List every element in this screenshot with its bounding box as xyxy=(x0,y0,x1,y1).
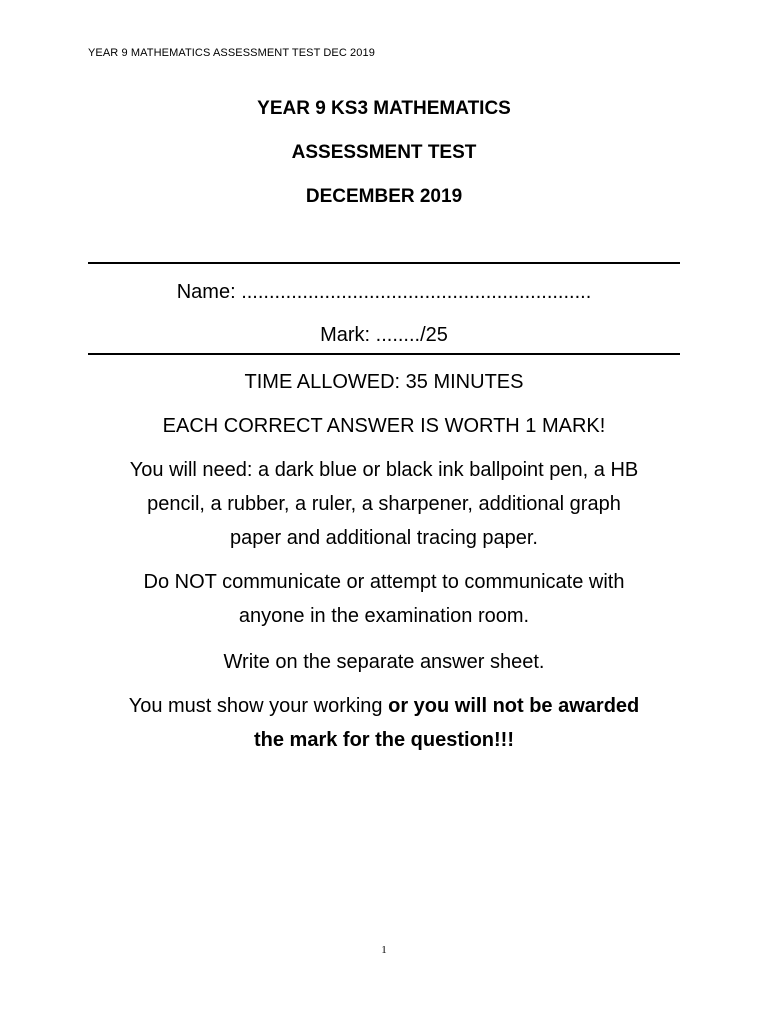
marks-per-answer: EACH CORRECT ANSWER IS WORTH 1 MARK! xyxy=(162,415,606,437)
answer-sheet-instruction: Write on the separate answer sheet. xyxy=(223,651,545,673)
title-line-2: ASSESSMENT TEST xyxy=(291,142,477,163)
equipment-line-2: pencil, a rubber, a ruler, a sharpener, additional graph xyxy=(147,493,621,515)
communication-line-2: anyone in the examination room. xyxy=(238,605,530,627)
page-number: 1 xyxy=(381,944,387,956)
working-bold-1: or you will not be awarded xyxy=(388,695,640,717)
working-instructions xyxy=(0,689,768,757)
communication-instructions xyxy=(0,565,768,633)
running-header: YEAR 9 MATHEMATICS ASSESSMENT TEST DEC 2019 xyxy=(88,47,375,59)
equipment-line-3: paper and additional tracing paper. xyxy=(229,527,538,549)
top-divider xyxy=(88,262,680,264)
name-field: Name: ............................................................... xyxy=(176,281,592,303)
mark-field: Mark: ......../25 xyxy=(320,324,448,346)
time-allowed: TIME ALLOWED: 35 MINUTES xyxy=(244,371,524,393)
working-prefix: You must show your working xyxy=(128,695,389,717)
title-line-3: DECEMBER 2019 xyxy=(305,186,463,207)
working-line-1 xyxy=(0,689,768,723)
title-line-1: YEAR 9 KS3 MATHEMATICS xyxy=(257,98,511,119)
equipment-instructions xyxy=(0,453,768,555)
communication-line-1: Do NOT communicate or attempt to communicate with xyxy=(143,571,625,593)
bottom-divider xyxy=(88,353,680,355)
working-bold-2: the mark for the question!!! xyxy=(253,729,514,751)
equipment-line-1: You will need: a dark blue or black ink ballpoint pen, a HB xyxy=(129,459,639,481)
